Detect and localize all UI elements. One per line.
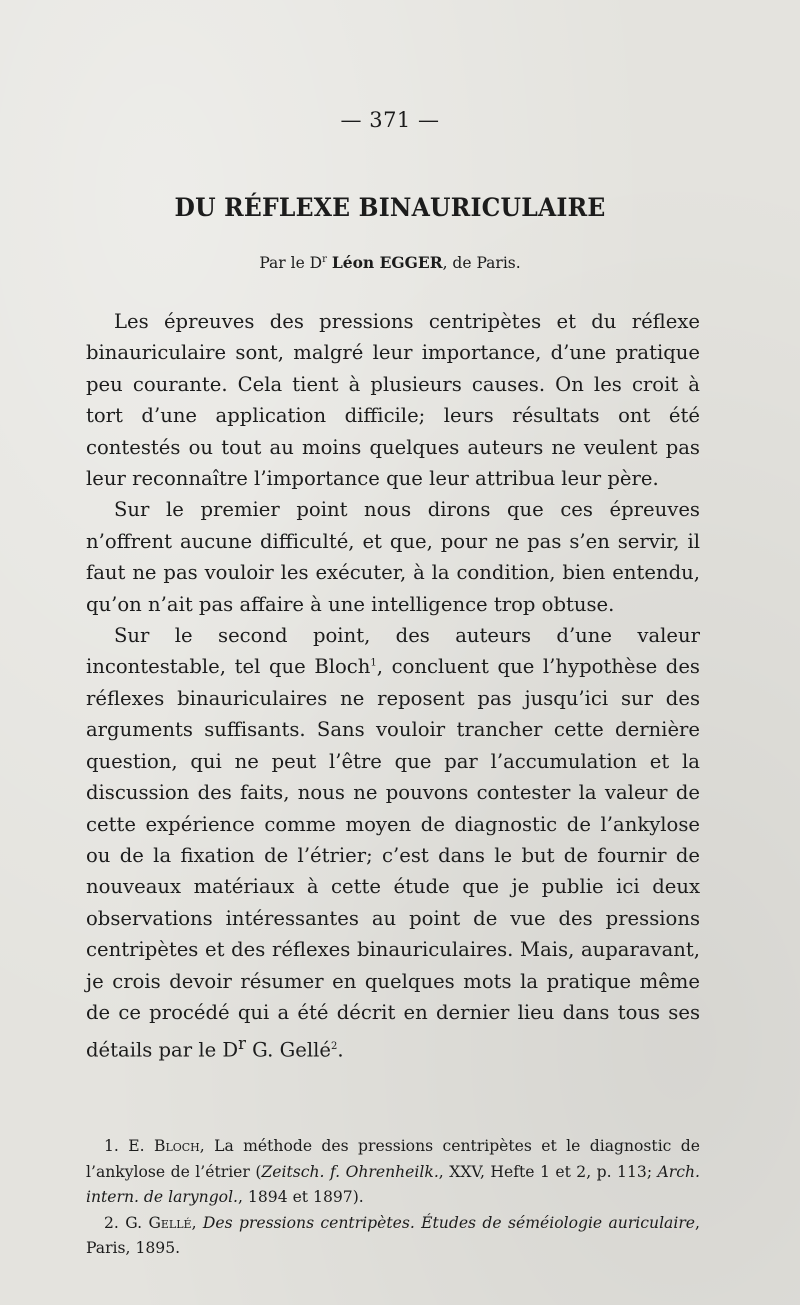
footnote-1-author: E. Bloch [128,1137,200,1155]
paragraph-3-text-a: Sur le second point, des auteurs d’une valeur incontestable, tel que Bloch [86,624,700,679]
footnote-2-title: Des pressions centripètes. Études de séméiologie auriculaire [202,1213,696,1232]
footnote-1-journal1: Zeitsch. f. Ohrenheilk. [261,1162,439,1181]
footnote-2-text2: , Paris, 1895. [86,1213,700,1258]
footnote-1-text2: , XXV, Hefte 1 et 2, p. 113; [438,1162,658,1181]
byline-suffix: , de Paris. [442,254,521,272]
byline [0,253,780,272]
footnote-1-text3: , 1894 et 1897). [238,1188,364,1207]
byline-author: Léon EGGER [331,253,443,272]
byline-prefix-sup: r [322,253,327,265]
footnote-1-journal2: Arch. intern. de laryngol. [86,1162,700,1207]
footnote-2 [86,1211,700,1262]
paragraph-3-end: . [337,1038,344,1062]
body-text [86,306,700,1066]
article-title: DU RÉFLEXE BINAURICULAIRE [174,192,606,223]
footnote-ref-2[interactable]: 2 [330,1041,338,1053]
footnote-2-num: 2. [104,1213,126,1232]
footnote-ref-1[interactable]: 1 [370,657,377,669]
footnotes [86,1134,700,1262]
paragraph-1: Les épreuves des pressions centripètes et du réflexe binauriculaire sont, malgré leur importance, d’une pratique peu courante. Cela tient à plusieurs causes. On les croit à tort d’une application difficile; leurs résultats ont été contestés ou tout au moins quelques auteurs ne veulent pas leur reconnaître l’importance que leur attribua leur père. [86,310,700,491]
paragraph-3-name: G. Gellé [245,1038,331,1062]
byline-prefix: Par le D [259,254,323,272]
paragraph-2: Sur le premier point nous dirons que ces épreuves n’offrent aucune difficulté, et que, pour ne pas s’en servir, il faut ne pas vouloir les exécuter, à la condition, bien entendu, qu’on n’ait pas affaire à une intelligence trop obtuse. [86,498,700,616]
footnote-1-text1: , La méthode des pressions centripètes et le diagnostic de l’ankylose de l’étrier ( [86,1137,700,1181]
page-number: — 371 — [340,108,440,132]
footnote-1 [86,1134,700,1211]
footnote-2-text1: , [191,1213,203,1232]
footnote-2-author: G. Gellé [125,1213,192,1232]
footnote-1-num: 1. [104,1137,129,1155]
paragraph-3 [86,620,700,1066]
dr-sup: r [238,1034,246,1054]
paragraph-3-text-b: , concluent que l’hypothèse des réflexes binauriculaires ne reposent pas jusqu’ici sur des arguments suffisants. Sans vouloir trancher cette dernière question, qui ne peut l’être que par l’accumulation et la discussion des faits, nous ne pouvons contester la valeur de cette expérience comme moyen de diagnostic de l’ankylose ou de la fixation de l’étrier; c’est dans le but de fournir de nouveaux matériaux à cette étude que je publie ici deux observations intéressantes au point de vue des pressions centripètes et des réflexes binauriculaires. Mais, auparavant, je crois devoir résumer en quelques mots la pratique même de ce procédé qui a été décrit en dernier lieu dans tous ses détails par le D [86,655,700,1062]
